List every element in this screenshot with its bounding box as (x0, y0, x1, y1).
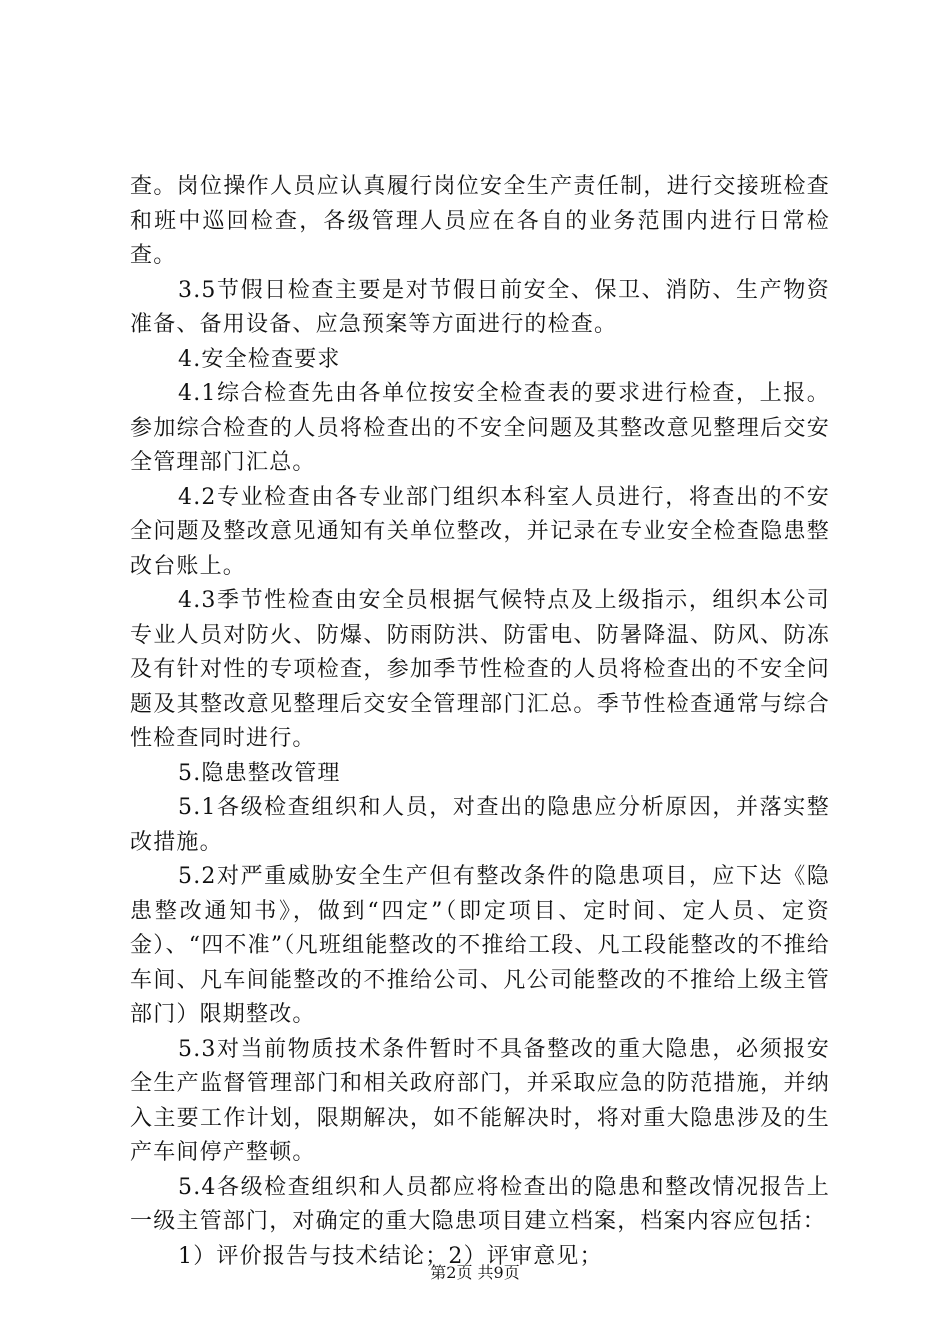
paragraph-5-2: 5.2对严重威胁安全生产但有整改条件的隐患项目，应下达《隐患整改通知书》，做到“四定”（即定项目、定时间、定人员、定资金）、“四不准”（凡班组能整改的不推给工段、凡工段能整改的不推给车间、凡车间能整改的不推给公司、凡公司能整改的不推给上级主管部门）限期整改。 (130, 864, 830, 1027)
page-footer: 第2页 共9页 (430, 1263, 520, 1282)
section-heading-4: 4.安全检查要求 (178, 346, 341, 372)
section-heading-5: 5.隐患整改管理 (178, 760, 341, 786)
body-text (130, 170, 830, 1274)
paragraph-3-5: 3.5节假日检查主要是对节假日前安全、保卫、消防、生产物资准备、备用设备、应急预案等方面进行的检查。 (130, 277, 830, 337)
paragraph-4-1: 4.1综合检查先由各单位按安全检查表的要求进行检查，上报。参加综合检查的人员将检查出的不安全问题及其整改意见整理后交安全管理部门汇总。 (130, 381, 830, 475)
paragraph-5-4: 5.4各级检查组织和人员都应将检查出的隐患和整改情况报告上一级主管部门，对确定的重大隐患项目建立档案，档案内容应包括： (130, 1174, 830, 1234)
list-item-1-2: 1）评价报告与技术结论；2）评审意见； (178, 1243, 603, 1269)
paragraph-4-3: 4.3季节性检查由安全员根据气候特点及上级指示，组织本公司专业人员对防火、防爆、防雨防洪、防雷电、防暑降温、防风、防冻及有针对性的专项检查，参加季节性检查的人员将检查出的不安全问题及其整改意见整理后交安全管理部门汇总。季节性检查通常与综合性检查同时进行。 (130, 588, 830, 751)
paragraph-5-3: 5.3对当前物质技术条件暂时不具备整改的重大隐患，必须报安全生产监督管理部门和相关政府部门，并采取应急的防范措施，并纳入主要工作计划，限期解决，如不能解决时，将对重大隐患涉及的生产车间停产整顿。 (130, 1036, 830, 1165)
paragraph-4-2: 4.2专业检查由各专业部门组织本科室人员进行，将查出的不安全问题及整改意见通知有关单位整改，并记录在专业安全检查隐患整改台账上。 (130, 484, 830, 579)
paragraph-continuation: 查。岗位操作人员应认真履行岗位安全生产责任制，进行交接班检查和班中巡回检查，各级管理人员应在各自的业务范围内进行日常检查。 (130, 174, 830, 268)
paragraph-5-1: 5.1各级检查组织和人员，对查出的隐患应分析原因，并落实整改措施。 (130, 795, 830, 855)
